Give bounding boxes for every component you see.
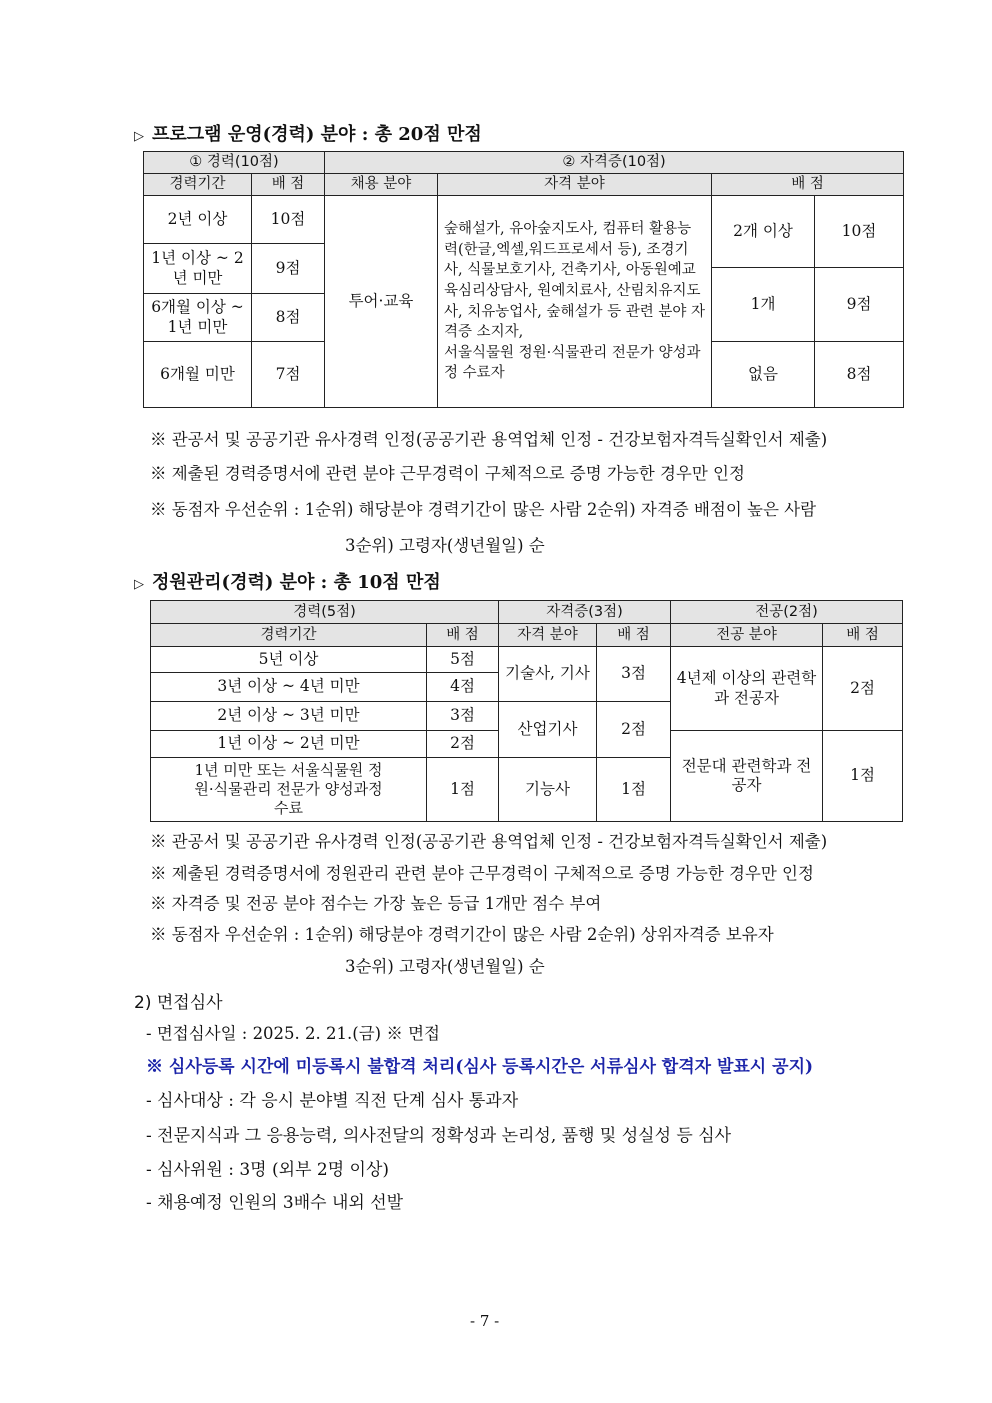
career-score: 2점 [427, 731, 499, 758]
note: ※ 자격증 및 전공 분야 점수는 가장 높은 등급 1개만 점수 부여 [150, 894, 602, 913]
garden-score-table [150, 600, 903, 822]
interview-item: - 채용예정 인원의 3배수 내외 선발 [146, 1193, 404, 1213]
career-score: 1점 [427, 758, 499, 822]
career-period: 1년 이상 ~ 2년 미만 [144, 244, 252, 294]
cert-score: 9점 [815, 268, 904, 342]
career-period: 1년 이상 ~ 2년 미만 [151, 731, 427, 758]
career-score: 10점 [252, 196, 325, 244]
group-career: ① 경력(10점) [144, 152, 325, 174]
cert-name: 기술사, 기사 [499, 647, 597, 702]
col-cert-score: 배 점 [712, 174, 904, 196]
career-score: 9점 [252, 244, 325, 294]
career-score: 5점 [427, 647, 499, 673]
cert-score: 8점 [815, 342, 904, 408]
group-major: 전공(2점) [671, 601, 903, 624]
group-career: 경력(5점) [151, 601, 499, 624]
section1-heading: ▷ 프로그램 운영(경력) 분야 : 총 20점 만점 [134, 124, 482, 145]
note: ※ 제출된 경력증명서에 정원관리 관련 분야 근무경력이 구체적으로 증명 가능한 경우만 인정 [150, 864, 814, 883]
major-name: 4년제 이상의 관련학과 전공자 [671, 647, 823, 731]
cert-score: 2점 [597, 702, 671, 758]
interview-warning: ※ 심사등록 시간에 미등록시 불합격 처리(심사 등록시간은 서류심사 합격자 발표시 공지) [146, 1057, 814, 1077]
career-period: 3년 이상 ~ 4년 미만 [151, 673, 427, 702]
note: ※ 동점자 우선순위 : 1순위) 해당분야 경력기간이 많은 사람 2순위) 자격증 배점이 높은 사람 [150, 500, 817, 519]
col-cert-score: 배 점 [597, 624, 671, 647]
section2-heading: ▷ 정원관리(경력) 분야 : 총 10점 만점 [134, 572, 441, 593]
recruit-field: 투어·교육 [325, 196, 438, 408]
cert-count: 1개 [712, 268, 815, 342]
page-number: - 7 - [470, 1312, 500, 1330]
career-period: 6개월 미만 [144, 342, 252, 408]
cert-name: 기능사 [499, 758, 597, 822]
career-score: 8점 [252, 294, 325, 342]
interview-heading: 2) 면접심사 [134, 993, 223, 1013]
interview-item: - 심사위원 : 3명 (외부 2명 이상) [146, 1160, 390, 1180]
note: ※ 관공서 및 공공기관 유사경력 인정(공공기관 용역업체 인정 - 건강보험자격득실확인서 제출) [150, 832, 828, 851]
note: ※ 관공서 및 공공기관 유사경력 인정(공공기관 용역업체 인정 - 건강보험자격득실확인서 제출) [150, 430, 828, 449]
note: 3순위) 고령자(생년월일) 순 [345, 536, 545, 555]
col-period: 경력기간 [151, 624, 427, 647]
triangle-bullet-icon: ▷ [134, 577, 144, 592]
col-cert-field: 자격 분야 [438, 174, 712, 196]
col-cert-field: 자격 분야 [499, 624, 597, 647]
col-major-score: 배 점 [823, 624, 903, 647]
note: 3순위) 고령자(생년월일) 순 [345, 957, 545, 976]
col-period: 경력기간 [144, 174, 252, 196]
interview-item: - 전문지식과 그 응용능력, 의사전달의 정확성과 논리성, 품행 및 성실성 등 심사 [146, 1126, 732, 1146]
major-score: 2점 [823, 647, 903, 731]
cert-score: 3점 [597, 647, 671, 702]
career-score: 7점 [252, 342, 325, 408]
col-score: 배 점 [427, 624, 499, 647]
cert-count: 2개 이상 [712, 196, 815, 268]
cert-count: 없음 [712, 342, 815, 408]
career-score: 3점 [427, 702, 499, 731]
program-score-table [143, 151, 904, 408]
note: ※ 제출된 경력증명서에 관련 분야 근무경력이 구체적으로 증명 가능한 경우만 인정 [150, 464, 745, 483]
career-period: 2년 이상 [144, 196, 252, 244]
cert-score: 1점 [597, 758, 671, 822]
col-score: 배 점 [252, 174, 325, 196]
interview-date: - 면접심사일 : 2025. 2. 21.(금) ※ 면접 [146, 1024, 440, 1043]
group-cert: 자격증(3점) [499, 601, 671, 624]
career-score: 4점 [427, 673, 499, 702]
group-cert: ② 자격증(10점) [325, 152, 904, 174]
col-field: 채용 분야 [325, 174, 438, 196]
interview-item: - 심사대상 : 각 응시 분야별 직전 단계 심사 통과자 [146, 1091, 519, 1111]
note: ※ 동점자 우선순위 : 1순위) 해당분야 경력기간이 많은 사람 2순위) 상위자격증 보유자 [150, 925, 774, 944]
major-name: 전문대 관련학과 전공자 [671, 731, 823, 822]
cert-name: 산업기사 [499, 702, 597, 758]
career-period: 1년 미만 또는 서울식물원 정원·식물관리 전문가 양성과정 수료 [151, 758, 427, 822]
col-major-field: 전공 분야 [671, 624, 823, 647]
cert-list: 숲해설가, 유아숲지도사, 컴퓨터 활용능력(한글,엑셀,워드프로세서 등), 조경기사, 식물보호기사, 건축기사, 아동원예교육심리상담사, 원예치료사, 산림치유지도사, 치유농업사, 숲해설가 등 관련 분야 자격증 소지자, 서울식물원 정원·식물관리 전문가 양성과정 수료자 [438, 196, 712, 408]
cert-score: 10점 [815, 196, 904, 268]
triangle-bullet-icon: ▷ [134, 129, 144, 144]
career-period: 2년 이상 ~ 3년 미만 [151, 702, 427, 731]
major-score: 1점 [823, 731, 903, 822]
career-period: 6개월 이상 ~ 1년 미만 [144, 294, 252, 342]
career-period: 5년 이상 [151, 647, 427, 673]
